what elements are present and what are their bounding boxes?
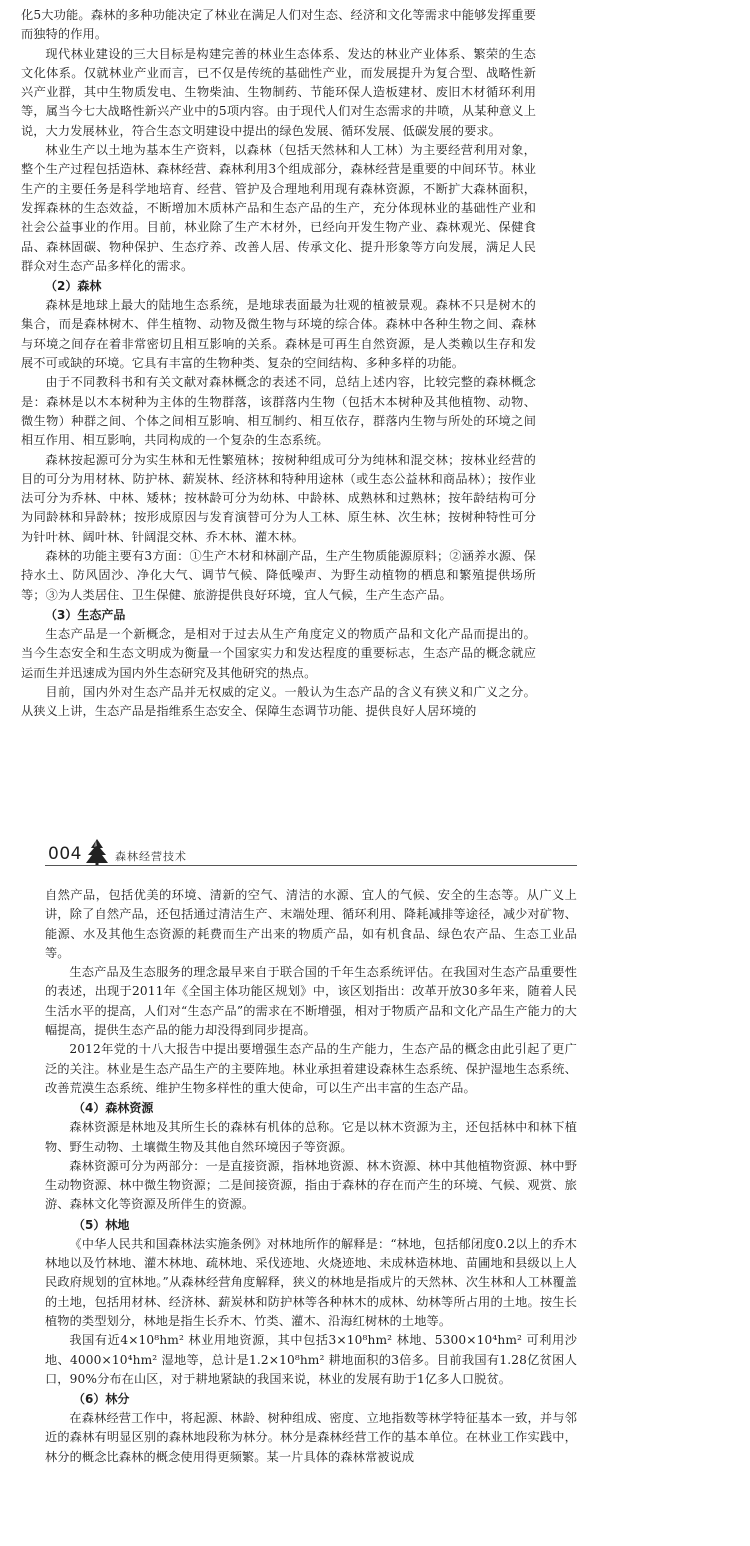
paragraph: 目前，国内外对生态产品并无权威的定义。一般认为生态产品的含义有狭义和广义之分。从狭义上讲，生态产品是指维系生态安全、保障生态调节功能、提供良好人居环境的 (21, 684, 536, 719)
paragraph: 在森林经营工作中，将起源、林龄、树种组成、密度、立地指数等林学特征基本一致，并与邻近的森林有明显区别的森林地段称为林分。林分是森林经营工作的基本单位。在林业工作实践中，林分的概念比森林的概念使用得更频繁。某一片具体的森林常被说成 (45, 1411, 577, 1464)
paragraph: 我国有近4×10⁸hm² 林业用地资源，其中包括3×10⁸hm² 林地、5300×10⁴hm² 可利用沙地、4000×10⁴hm² 湿地等，总计是1.2×10⁸hm² 耕地面积的3倍多。目前我国有1.28亿贫困人口，90%分布在山区，对于耕地紧缺的我国来说，林业的发展有助于1亿多人口脱贫。 (45, 1333, 577, 1386)
paragraph: 现代林业建设的三大目标是构建完善的林业生态体系、发达的林业产业体系、繁荣的生态文化体系。仅就林业产业而言，已不仅是传统的基础性产业，而发展提升为复合型、战略性新兴产业群，其中生物质发电、生物柴油、生物制药、节能环保人造板建材、废旧木材循环利用等，属当今七大战略性新兴产业中的5项内容。由于现代人们对生态需求的井喷，从某种意义上说，大力发展林业，符合生态文明建设中提出的绿色发展、循环发展、低碳发展的要求。 (21, 46, 536, 138)
paragraph: 2012年党的十八大报告中提出要增强生态产品的生产能力，生态产品的概念由此引起了更广泛的关注。林业是生态产品生产的主要阵地。林业承担着建设森林生态系统、保护湿地生态系统、改善荒漠生态系统、维护生物多样性的重大使命，可以生产出丰富的生态产品。 (45, 1042, 577, 1095)
section-heading: （4）森林资源 (73, 1101, 154, 1116)
header-rule (45, 865, 577, 866)
page-header (45, 838, 577, 876)
paragraph: 森林按起源可分为实生林和无性繁殖林；按树种组成可分为纯林和混交林；按林业经营的目的可分为用材林、防护林、薪炭林、经济林和特种用途林（或生态公益林和商品林）；按作业法可分为乔林、中林、矮林；按林龄可分为幼林、中龄林、成熟林和过熟林；按年龄结构可分为同龄林和异龄林；按形成原因与发育演替可分为人工林、原生林、次生林；按树种特性可分为针叶林、阔叶林、针阔混交林、乔木林、灌木林。 (21, 452, 536, 544)
paragraph: 林业生产以土地为基本生产资料，以森林（包括天然林和人工林）为主要经营利用对象，整个生产过程包括造林、森林经营、森林利用3个组成部分，森林经营是重要的中间环节。林业生产的主要任务是科学地培育、经营、管护及合理地利用现有森林资源，不断扩大森林面积，发挥森林的生态效益，不断增加木质林产品和生态产品的生产，充分体现林业的基础性产业和社会公益事业的作用。目前，林业除了生产木材外，已经向开发生物产业、森林观光、保健食品、森林固碳、物种保护、生态疗养、改善人居、传承文化、提升形象等方向发展，满足人民群众对生态产品多样化的需求。 (21, 143, 536, 273)
paragraph: 由于不同教科书和有关文献对森林概念的表述不同，总结上述内容，比较完整的森林概念是：森林是以木本树种为主体的生物群落，该群落内生物（包括木本树种及其他植物、动物、微生物）种群之间、个体之间相互影响、相互制约、相互依存，群落内生物与所处的环境之间相互作用、相互影响，共同构成的一个复杂的生态系统。 (21, 375, 536, 448)
paragraph: 森林资源是林地及其所生长的森林有机体的总称。它是以林木资源为主，还包括林中和林下植物、野生动物、土壤微生物及其他自然环境因子等资源。 (45, 1120, 577, 1154)
lower-text-block (45, 886, 577, 1467)
section-heading: （5）林地 (73, 1217, 130, 1232)
paragraph: 森林资源可分为两部分：一是直接资源，指林地资源、林木资源、林中其他植物资源、林中野生动物资源、林中微生物资源；二是间接资源，指由于森林的存在而产生的环境、气候、观赏、旅游、森林文化等资源及所伴生的资源。 (45, 1158, 577, 1212)
section-heading: （6）林分 (73, 1392, 130, 1407)
paragraph: 化5大功能。森林的多种功能决定了林业在满足人们对生态、经济和文化等需求中能够发挥重要而独特的作用。 (21, 8, 536, 42)
section-heading: （2）森林 (45, 279, 102, 294)
paragraph: 《中华人民共和国森林法实施条例》对林地所作的解释是：“林地，包括郁闭度0.2以上的乔木林地以及竹林地、灌木林地、疏林地、采伐迹地、火烧迹地、未成林造林地、苗圃地和县级以上人民政府规划的宜林地。”从森林经营角度解释，狭义的林地是指成片的天然林、次生林和人工林覆盖的土地，包括用材林、经济林、薪炭林和防护林等各种林木的成林、幼林等所占用的土地。按生长植物的类型划分，林地是指生长乔木、竹类、灌木、沿海红树林的土地等。 (45, 1236, 577, 1328)
paragraph: 自然产品，包括优美的环境、清新的空气、清洁的水源、宜人的气候、安全的生态等。从广义上讲，除了自然产品，还包括通过清洁生产、末端处理、循环利用、降耗减排等途径，减少对矿物、能源、水及其他生态资源的耗费而生产出来的物质产品，如有机食品、绿色农产品、生态工业品等。 (45, 888, 577, 960)
book-title: 森林经营技术 (115, 850, 187, 863)
paragraph: 森林是地球上最大的陆地生态系统，是地球表面最为壮观的植被景观。森林不只是树木的集合，而是森林树木、伴生植物、动物及微生物与环境的综合体。森林中各种生物之间、森林与环境之间存在着非常密切且相互影响的关系。森林是可再生自然资源，是人类赖以生存和发展不可或缺的环境。它具有丰富的生物种类、复杂的空间结构、多种多样的功能。 (21, 298, 536, 371)
paragraph: 森林的功能主要有3方面：①生产木材和林副产品，生产生物质能源原料；②涵养水源、保持水土、防风固沙、净化大气、调节气候、降低噪声、为野生动植物的栖息和繁殖提供场所等；③为人类居住、卫生保健、旅游提供良好环境，宜人气候，生产生态产品。 (21, 549, 536, 602)
upper-text-block (21, 6, 536, 721)
section-heading: （3）生态产品 (45, 607, 126, 622)
paragraph: 生态产品及生态服务的理念最早来自于联合国的千年生态系统评估。在我国对生态产品重要性的表述，出现于2011年《全国主体功能区规划》中，该区划指出：改革开放30多年来，随着人民生活水平的提高，人们对“生态产品”的需求在不断增强，相对于物质产品和文化产品生产能力的大幅提高，提供生态产品的能力却没得到同步提高。 (45, 965, 577, 1038)
paragraph: 生态产品是一个新概念，是相对于过去从生产角度定义的物质产品和文化产品而提出的。当今生态安全和生态文明成为衡量一个国家实力和发达程度的重要标志，生态产品的概念就应运而生并迅速成为国内外生态研究及其他研究的热点。 (21, 626, 536, 680)
page-number: 004 (48, 844, 82, 864)
tree-logo-icon (82, 838, 112, 866)
